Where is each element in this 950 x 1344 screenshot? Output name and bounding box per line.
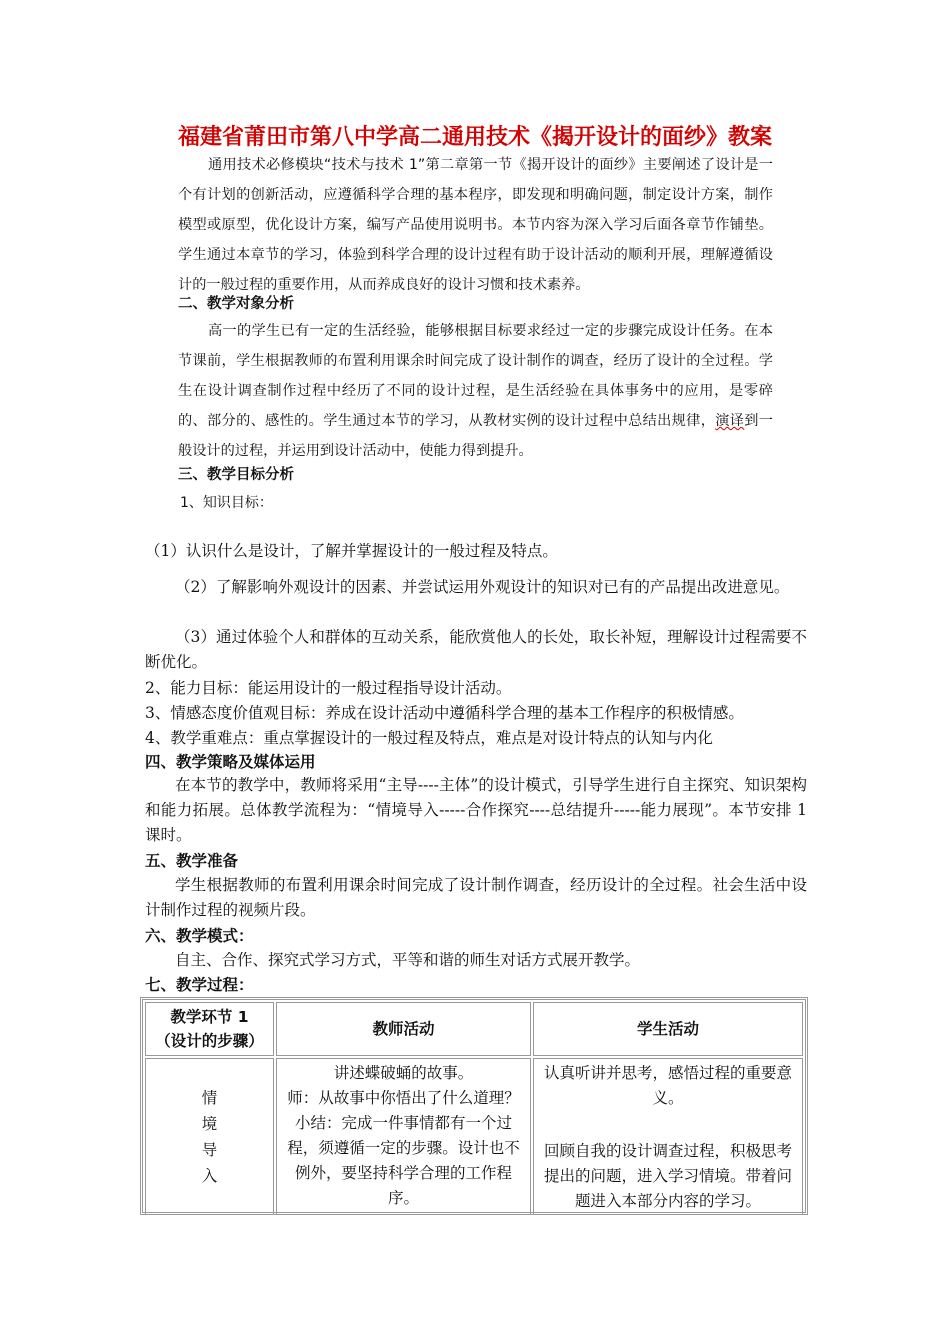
section-4-heading: 四、教学策略及媒体运用 (145, 753, 316, 771)
spelling-marked-word: 演译 (715, 413, 745, 429)
stage-cell: 情 境 导 入 (145, 1058, 274, 1215)
teaching-process-table (140, 997, 808, 1215)
section-3-heading: 三、教学目标分析 (178, 467, 294, 483)
section-6-heading: 六、教学模式： (145, 927, 254, 945)
section-5-heading: 五、教学准备 (145, 852, 239, 870)
table-row (145, 1058, 803, 1215)
ability-goal: 2、能力目标：能运用设计的一般过程指导设计活动。 (145, 679, 512, 697)
header-stage: 教学环节 1 （设计的步骤） (145, 1002, 274, 1056)
section-5-paragraph: 学生根据教师的布置利用课余时间完成了设计制作调查，经历设计的全过程。社会生活中设计制作过程的视频片段。 (145, 876, 807, 919)
header-student-activity: 学生活动 (533, 1002, 803, 1056)
section-4-paragraph: 在本节的教学中，教师将采用“主导----主体”的设计模式，引导学生进行自主探究、知识架构和能力拓展。总体教学流程为：“情境导入-----合作探究----总结提升-----能力展现”。本节安排 1 课时。 (145, 776, 807, 844)
goal-2: （2）了解影响外观设计的因素、并尝试运用外观设计的知识对已有的产品提出改进意见。 (175, 578, 790, 596)
key-difficult-points: 4、教学重难点：重点掌握设计的一般过程及特点，难点是对设计特点的认知与内化 (145, 729, 713, 747)
intro-paragraph: 通用技术必修模块“技术与技术 1”第二章第一节《揭开设计的面纱》主要阐述了设计是一个有计划的创新活动，应遵循科学合理的基本程序，即发现和明确问题，制定设计方案，制作模型或原型，优化设计方案，编写产品使用说明书。本节内容为深入学习后面各章节作铺垫。学生通过本章节的学习，体验到科学合理的设计过程有助于设计活动的顺利开展，理解遵循设计的一般过程的重要作用，从而养成良好的设计习惯和技术素养。 (178, 157, 773, 293)
teacher-activity-cell: 讲述蝶破蛹的故事。 师：从故事中你悟出了什么道理？ 小结：完成一件事情都有一个过程，须遵循一定的步骤。设计也不例外，要坚持科学合理的工作程序。 (276, 1058, 531, 1215)
section-6-paragraph: 自主、合作、探究式学习方式，平等和谐的师生对话方式展开教学。 (175, 951, 641, 969)
document-title: 福建省莆田市第八中学高二通用技术《揭开设计的面纱》教案 (177, 125, 772, 150)
goal-1: （1）认识什么是设计，了解并掌握设计的一般过程及特点。 (145, 542, 558, 560)
goal-3: （3）通过体验个人和群体的互动关系，能欣赏他人的长处，取长补短，理解设计过程需要不断优化。 (145, 628, 807, 671)
section-2-heading: 二、教学对象分析 (178, 296, 294, 312)
section-7-heading: 七、教学过程： (145, 976, 254, 994)
emotion-goal: 3、情感态度价值观目标：养成在设计活动中遵循科学合理的基本工作程序的积极情感。 (145, 704, 744, 722)
header-teacher-activity: 教师活动 (276, 1002, 531, 1056)
table-header-row (145, 1002, 803, 1056)
knowledge-goal-label: 1、知识目标： (180, 495, 273, 511)
student-activity-cell: 认真听讲并思考，感悟过程的重要意义。 回顾自我的设计调查过程，积极思考提出的问题，进入学习情境。带着问题进入本部分内容的学习。 (533, 1058, 803, 1215)
section-2-paragraph: 高一的学生已有一定的生活经验，能够根据目标要求经过一定的步骤完成设计任务。在本节课前，学生根据教师的布置利用课余时间完成了设计制作的调查，经历了设计的全过程。学生在设计调查制作过程中经历了不同的设计过程，是生活经验在具体事务中的应用，是零碎的、部分的、感性的。学生通过本节的学习，从教材实例的设计过程中总结出规律，演译到一般设计的过程，并运用到设计活动中，使能力得到提升。 (178, 323, 773, 459)
